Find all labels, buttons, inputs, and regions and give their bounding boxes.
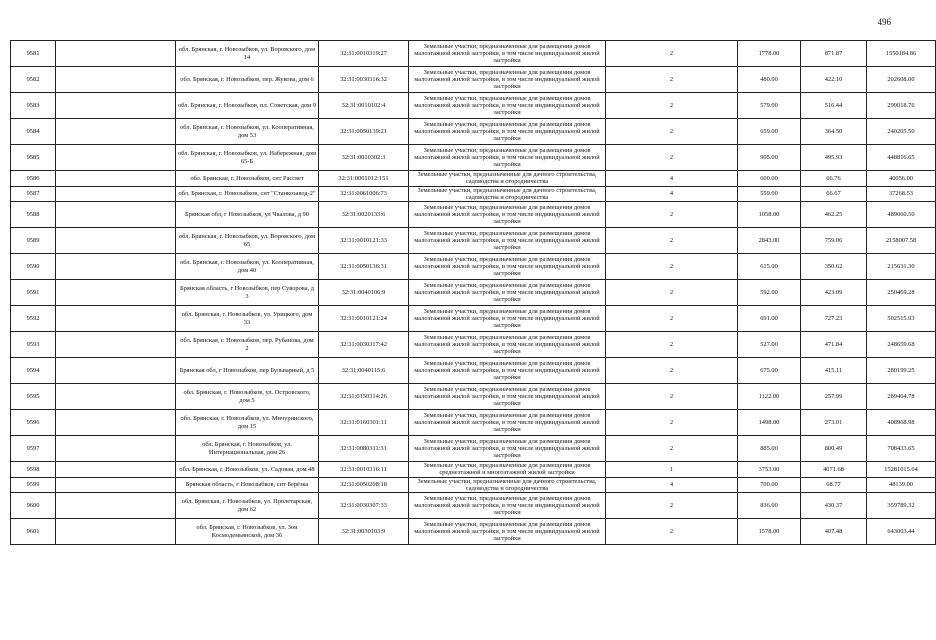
row-category: 2 (606, 410, 738, 436)
row-category: 4 (606, 171, 738, 187)
row-land-use: Земельные участки, предназначенные для размещения домов малоэтажной жилой застройки, в том числе индивидуальной жилой застройки (409, 519, 606, 545)
table-row (11, 358, 936, 384)
row-address: Брянская область, г Новозыбков, снт Берёзка (176, 477, 319, 493)
row-cadastral-number: 32:31:0020133:6 (319, 202, 409, 228)
row-area: 691.00 (738, 306, 801, 332)
row-address: обл. Брянская, г. Новозыбков, ул. Интернациональная, дом 26 (176, 436, 319, 462)
row-address: обл. Брянская, г. Новозыбков, ул. Мичуринского, дом 15 (176, 410, 319, 436)
row-address: обл. Брянская, г. Новозыбков, ул. Пролетарская, дом 62 (176, 493, 319, 519)
row-land-use: Земельные участки, предназначенные для размещения домов малоэтажной жилой застройки, в том числе индивидуальной жилой застройки (409, 202, 606, 228)
row-land-use: Земельные участки, предназначенные для размещения домов малоэтажной жилой застройки, в том числе индивидуальной жилой застройки (409, 410, 606, 436)
row-area: 1058.00 (738, 202, 801, 228)
row-category: 2 (606, 145, 738, 171)
row-number: 9596 (11, 410, 56, 436)
row-number: 9601 (11, 519, 56, 545)
page-number: 496 (877, 17, 891, 27)
row-empty-cell (56, 493, 176, 519)
row-unit-value: 422.10 (801, 67, 867, 93)
table-row (11, 67, 936, 93)
row-address: Брянская обл, г Новозыбков, пер Бульварный, д 5 (176, 358, 319, 384)
row-land-use: Земельные участки, предназначенные для размещения домов малоэтажной жилой застройки, в том числе индивидуальной жилой застройки (409, 41, 606, 67)
row-empty-cell (56, 93, 176, 119)
table-row (11, 186, 936, 202)
row-unit-value: 462.25 (801, 202, 867, 228)
row-land-use: Земельные участки, предназначенные для дачного строительства, садоводства и огородничества (409, 477, 606, 493)
row-unit-value: 364.50 (801, 119, 867, 145)
row-area: 559.00 (738, 186, 801, 202)
row-land-use: Земельные участки, предназначенные для размещения домов малоэтажной жилой застройки, в том числе индивидуальной жилой застройки (409, 145, 606, 171)
row-address: обл. Брянская, г. Новозыбков, пер. Рубанова, дом 2 (176, 332, 319, 358)
row-area: 659.00 (738, 119, 801, 145)
row-cadastral-value: 250469.28 (867, 280, 936, 306)
row-area: 3753.00 (738, 462, 801, 478)
row-cadastral-value: 708433.65 (867, 436, 936, 462)
row-unit-value: 68.77 (801, 477, 867, 493)
table-row (11, 41, 936, 67)
row-number: 9586 (11, 171, 56, 187)
row-unit-value: 430.37 (801, 493, 867, 519)
row-area: 675.00 (738, 358, 801, 384)
table-row (11, 202, 936, 228)
table-row (11, 519, 936, 545)
row-number: 9585 (11, 145, 56, 171)
table-row (11, 493, 936, 519)
row-category: 4 (606, 186, 738, 202)
row-land-use: Земельные участки, предназначенные для размещения домов малоэтажной жилой застройки, в том числе индивидуальной жилой застройки (409, 493, 606, 519)
table-row (11, 119, 936, 145)
row-address: обл. Брянская, г. Новозыбков, пер. Жукова, дом 6 (176, 67, 319, 93)
row-land-use: Земельные участки, предназначенные для размещения домов малоэтажной жилой застройки, в том числе индивидуальной жилой застройки (409, 280, 606, 306)
row-empty-cell (56, 41, 176, 67)
row-cadastral-value: 248659.68 (867, 332, 936, 358)
row-category: 2 (606, 436, 738, 462)
row-cadastral-value: 37268.53 (867, 186, 936, 202)
row-land-use: Земельные участки, предназначенные для размещения домов среднеэтажной и многоэтажной жилой застройки (409, 462, 606, 478)
row-empty-cell (56, 332, 176, 358)
row-number: 9593 (11, 332, 56, 358)
row-number: 9588 (11, 202, 56, 228)
row-cadastral-value: 15281015.04 (867, 462, 936, 478)
row-land-use: Земельные участки, предназначенные для размещения домов малоэтажной жилой застройки, в том числе индивидуальной жилой застройки (409, 436, 606, 462)
row-area: 1778.00 (738, 41, 801, 67)
row-address: обл. Брянская, г. Новозыбков, ул. Воровского, дом 65 (176, 228, 319, 254)
row-cadastral-number: 32:31:0150314:26 (319, 384, 409, 410)
row-land-use: Земельные участки, предназначенные для размещения домов малоэтажной жилой застройки, в том числе индивидуальной жилой застройки (409, 384, 606, 410)
row-address: Брянская область, г Новозыбков, пер Суворова, д 3 (176, 280, 319, 306)
row-empty-cell (56, 519, 176, 545)
row-unit-value: 495.93 (801, 145, 867, 171)
row-category: 2 (606, 280, 738, 306)
row-empty-cell (56, 171, 176, 187)
row-number: 9594 (11, 358, 56, 384)
row-cadastral-value: 289464.78 (867, 384, 936, 410)
table-row (11, 306, 936, 332)
row-number: 9591 (11, 280, 56, 306)
row-cadastral-number: 32:31:0050208:18 (319, 477, 409, 493)
row-cadastral-number: 32:31:0050136:31 (319, 254, 409, 280)
row-empty-cell (56, 67, 176, 93)
row-land-use: Земельные участки, предназначенные для размещения домов малоэтажной жилой застройки, в том числе индивидуальной жилой застройки (409, 119, 606, 145)
row-cadastral-value: 299018.76 (867, 93, 936, 119)
row-cadastral-number: 32:31:0050139:21 (319, 119, 409, 145)
row-address: обл. Брянская, г. Новозыбков, снт "Станкозавод-2" (176, 186, 319, 202)
row-empty-cell (56, 254, 176, 280)
row-number: 9590 (11, 254, 56, 280)
row-number: 9584 (11, 119, 56, 145)
row-cadastral-number: 32:31:0040106:9 (319, 280, 409, 306)
row-category: 2 (606, 332, 738, 358)
table-row (11, 384, 936, 410)
row-area: 579.00 (738, 93, 801, 119)
row-cadastral-number: 32:31:0040115:6 (319, 358, 409, 384)
row-cadastral-value: 643003.44 (867, 519, 936, 545)
row-category: 2 (606, 228, 738, 254)
row-address: обл. Брянская, г. Новозыбков, ул. Кооперативная, дом 40 (176, 254, 319, 280)
row-cadastral-number: 32:31:0010121:24 (319, 306, 409, 332)
row-land-use: Земельные участки, предназначенные для дачного строительства, садоводства и огородничества (409, 171, 606, 187)
row-empty-cell (56, 358, 176, 384)
row-cadastral-value: 359789.32 (867, 493, 936, 519)
row-number: 9583 (11, 93, 56, 119)
row-unit-value: 871.87 (801, 41, 867, 67)
row-category: 1 (606, 462, 738, 478)
row-empty-cell (56, 202, 176, 228)
row-cadastral-number: 32:31:0010102:4 (319, 93, 409, 119)
row-address: Брянская обл, г Новозыбков, ул Чкалова, д 90 (176, 202, 319, 228)
row-address: обл. Брянская, г. Новозыбков, ул. Садовая, дом 48 (176, 462, 319, 478)
row-cadastral-value: 2158007.58 (867, 228, 936, 254)
row-address: обл. Брянская, г. Новозыбков, снт Рассвет (176, 171, 319, 187)
row-area: 1498.00 (738, 410, 801, 436)
row-area: 905.00 (738, 145, 801, 171)
row-address: обл. Брянская, г. Новозыбков, пл. Советская, дом 9 (176, 93, 319, 119)
row-number: 9600 (11, 493, 56, 519)
row-number: 9598 (11, 462, 56, 478)
table-row (11, 332, 936, 358)
row-land-use: Земельные участки, предназначенные для размещения домов малоэтажной жилой застройки, в том числе индивидуальной жилой застройки (409, 332, 606, 358)
row-area: 2843.00 (738, 228, 801, 254)
row-cadastral-value: 502515.93 (867, 306, 936, 332)
table-row (11, 228, 936, 254)
row-area: 480.00 (738, 67, 801, 93)
row-cadastral-number: 32:31:0061006:73 (319, 186, 409, 202)
row-cadastral-number: 32:31:0030103:9 (319, 519, 409, 545)
row-cadastral-number: 32:31:0010319:27 (319, 41, 409, 67)
row-area: 885.00 (738, 436, 801, 462)
row-address: обл. Брянская, г. Новозыбков, ул. Урицкого, дом 33 (176, 306, 319, 332)
row-unit-value: 350.62 (801, 254, 867, 280)
row-cadastral-value: 408968.98 (867, 410, 936, 436)
row-unit-value: 727.23 (801, 306, 867, 332)
row-number: 9592 (11, 306, 56, 332)
row-cadastral-number: 32:31:0030316:32 (319, 67, 409, 93)
row-address: обл. Брянская, г. Новозыбков, ул. Зои Космодемьянской, дом 36 (176, 519, 319, 545)
row-empty-cell (56, 280, 176, 306)
table-row (11, 410, 936, 436)
row-land-use: Земельные участки, предназначенные для размещения домов малоэтажной жилой застройки, в том числе индивидуальной жилой застройки (409, 228, 606, 254)
row-cadastral-number: 32:31:0160301:11 (319, 410, 409, 436)
row-cadastral-number: 32:31:0010302:3 (319, 145, 409, 171)
row-empty-cell (56, 306, 176, 332)
row-area: 836.00 (738, 493, 801, 519)
row-unit-value: 759.06 (801, 228, 867, 254)
table-row (11, 477, 936, 493)
row-cadastral-value: 40056.00 (867, 171, 936, 187)
table-row (11, 145, 936, 171)
row-empty-cell (56, 384, 176, 410)
row-unit-value: 516.44 (801, 93, 867, 119)
table-row (11, 93, 936, 119)
row-address: обл. Брянская, г. Новозыбков, ул. Воровского, дом 14 (176, 41, 319, 67)
row-category: 2 (606, 202, 738, 228)
row-area: 600.00 (738, 171, 801, 187)
row-area: 1122.00 (738, 384, 801, 410)
row-unit-value: 66.67 (801, 186, 867, 202)
row-cadastral-value: 1550184.86 (867, 41, 936, 67)
table-row (11, 436, 936, 462)
land-registry-table (10, 40, 936, 545)
table-row (11, 462, 936, 478)
row-category: 2 (606, 67, 738, 93)
row-area: 615.00 (738, 254, 801, 280)
row-unit-value: 273.01 (801, 410, 867, 436)
row-cadastral-value: 280199.25 (867, 358, 936, 384)
row-area: 527.00 (738, 332, 801, 358)
row-cadastral-number: 32:31:0030307:33 (319, 493, 409, 519)
row-cadastral-number: 32:31:0080311:31 (319, 436, 409, 462)
row-category: 2 (606, 519, 738, 545)
row-number: 9587 (11, 186, 56, 202)
row-number: 9582 (11, 67, 56, 93)
row-cadastral-value: 448816.65 (867, 145, 936, 171)
row-category: 4 (606, 477, 738, 493)
row-land-use: Земельные участки, предназначенные для размещения домов малоэтажной жилой застройки, в том числе индивидуальной жилой застройки (409, 254, 606, 280)
row-category: 2 (606, 358, 738, 384)
row-land-use: Земельные участки, предназначенные для дачного строительства, садоводства и огородничества (409, 186, 606, 202)
row-category: 2 (606, 306, 738, 332)
row-empty-cell (56, 145, 176, 171)
row-cadastral-number: 32:31:0010316:11 (319, 462, 409, 478)
row-cadastral-number: 32:31:0010121:33 (319, 228, 409, 254)
row-cadastral-value: 202608.00 (867, 67, 936, 93)
row-cadastral-value: 215631.30 (867, 254, 936, 280)
row-number: 9581 (11, 41, 56, 67)
row-category: 2 (606, 384, 738, 410)
row-category: 2 (606, 119, 738, 145)
row-unit-value: 407.48 (801, 519, 867, 545)
row-area: 700.00 (738, 477, 801, 493)
row-area: 592.00 (738, 280, 801, 306)
row-number: 9599 (11, 477, 56, 493)
row-land-use: Земельные участки, предназначенные для размещения домов малоэтажной жилой застройки, в том числе индивидуальной жилой застройки (409, 93, 606, 119)
row-land-use: Земельные участки, предназначенные для размещения домов малоэтажной жилой застройки, в том числе индивидуальной жилой застройки (409, 67, 606, 93)
row-empty-cell (56, 228, 176, 254)
row-land-use: Земельные участки, предназначенные для размещения домов малоэтажной жилой застройки, в том числе индивидуальной жилой застройки (409, 358, 606, 384)
row-number: 9595 (11, 384, 56, 410)
row-category: 2 (606, 41, 738, 67)
row-cadastral-number: 32:31:0061012:151 (319, 171, 409, 187)
row-unit-value: 415.11 (801, 358, 867, 384)
row-category: 2 (606, 493, 738, 519)
row-empty-cell (56, 186, 176, 202)
row-empty-cell (56, 436, 176, 462)
row-address: обл. Брянская, г. Новозыбков, ул. Набережная, дом 65-Б (176, 145, 319, 171)
row-unit-value: 471.84 (801, 332, 867, 358)
row-address: обл. Брянская, г. Новозыбков, ул. Кооперативная, дом 53 (176, 119, 319, 145)
row-cadastral-value: 240205.50 (867, 119, 936, 145)
table-body (11, 41, 936, 545)
row-unit-value: 423.09 (801, 280, 867, 306)
row-area: 1578.00 (738, 519, 801, 545)
row-address: обл. Брянская, г. Новозыбков, ул. Островского, дом 5 (176, 384, 319, 410)
row-unit-value: 800.49 (801, 436, 867, 462)
row-category: 2 (606, 93, 738, 119)
row-land-use: Земельные участки, предназначенные для размещения домов малоэтажной жилой застройки, в том числе индивидуальной жилой застройки (409, 306, 606, 332)
table-row (11, 254, 936, 280)
row-number: 9589 (11, 228, 56, 254)
row-unit-value: 4071.68 (801, 462, 867, 478)
row-cadastral-value: 489060.50 (867, 202, 936, 228)
row-cadastral-value: 48139.00 (867, 477, 936, 493)
table-row (11, 280, 936, 306)
row-empty-cell (56, 410, 176, 436)
row-number: 9597 (11, 436, 56, 462)
table-row (11, 171, 936, 187)
row-category: 2 (606, 254, 738, 280)
row-unit-value: 66.76 (801, 171, 867, 187)
row-empty-cell (56, 477, 176, 493)
row-empty-cell (56, 462, 176, 478)
row-cadastral-number: 32:31:0030317:42 (319, 332, 409, 358)
row-empty-cell (56, 119, 176, 145)
row-unit-value: 257.99 (801, 384, 867, 410)
